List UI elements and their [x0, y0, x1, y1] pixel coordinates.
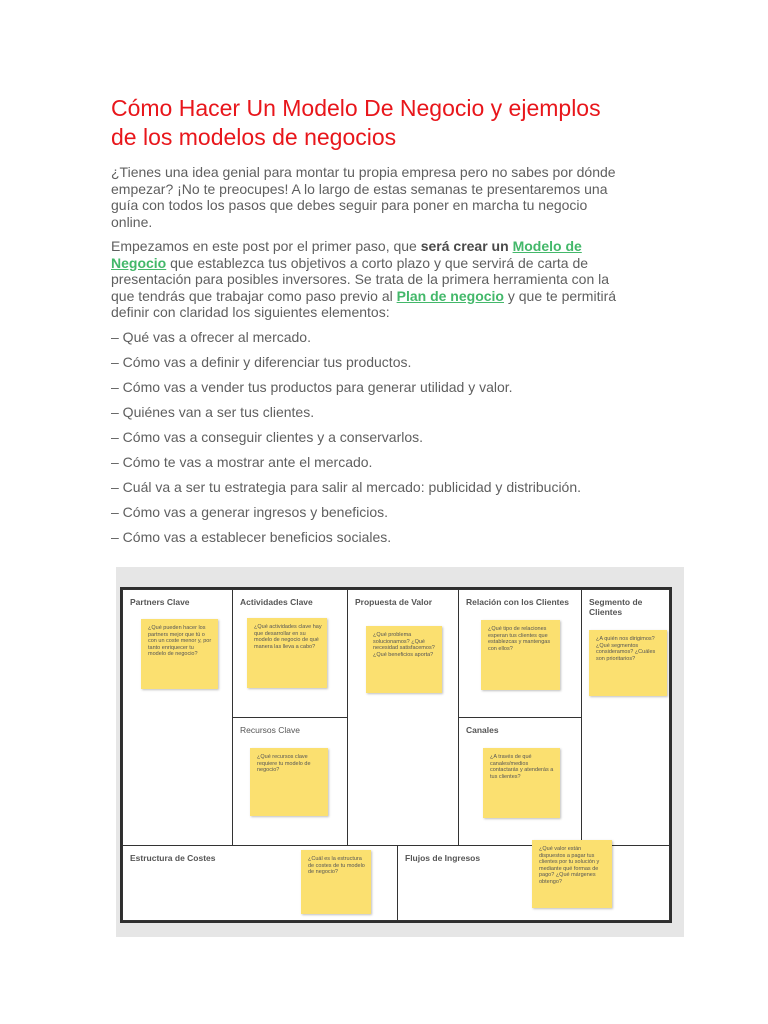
cell-channels [458, 717, 582, 846]
sticky-note-channels: ¿A través de qué canales/medios contactarás y atenderás a tus clientes? [483, 748, 560, 818]
cell-title-resources: Recursos Clave [240, 725, 300, 735]
sticky-note-partners: ¿Qué pueden hacer los partners mejor que tú o con un coste menor y, por tanto enriquecer tu modelo de negocio? [141, 619, 218, 689]
business-model-canvas-image [116, 567, 684, 937]
cell-value-proposition [347, 589, 459, 846]
page-title: Cómo Hacer Un Modelo De Negocio y ejemplos de los modelos de negocios [111, 95, 601, 150]
cell-resources [232, 717, 348, 846]
p2-text-2: que establezca tus objetivos a corto plazo y que servirá de carta de presentación para posibles inversores. Se trata de la primera herramienta con la que tendrás que trabajar como paso previo al [111, 254, 610, 304]
list-item: – Cómo vas a establecer beneficios sociales. [111, 529, 392, 546]
cell-title-relations: Relación con los Clientes [466, 597, 569, 607]
modelo-de-negocio-link[interactable]: Modelo de Negocio [111, 238, 582, 271]
cell-revenue-streams [397, 845, 670, 921]
second-paragraph [111, 238, 626, 321]
cell-customer-segments [581, 589, 670, 846]
cell-title-activities: Actividades Clave [240, 597, 313, 607]
cell-title-value: Propuesta de Valor [355, 597, 432, 607]
list-item: – Qué vas a ofrecer al mercado. [111, 328, 311, 345]
p2-bold-text: será crear un [420, 238, 509, 254]
intro-paragraph: ¿Tienes una idea genial para montar tu propia empresa pero no sabes por dónde empezar? ¡No te preocupes! A lo largo de estas semanas te presentaremos una guía con todos los pasos que debes seguir para poner en marcha tu negocio online. [111, 164, 616, 230]
sticky-note-relations: ¿Qué tipo de relaciones esperan tus clientes que establezcas y mantengas con ellos? [481, 620, 560, 690]
cell-title-segments: Segmento de Clientes [589, 597, 643, 617]
p2-text-1: Empezamos en este post por el primer paso, que [111, 238, 421, 254]
list-item: – Cómo vas a conseguir clientes y a conservarlos. [111, 428, 424, 445]
list-item: – Cómo vas a generar ingresos y beneficios. [111, 504, 389, 521]
cell-partners [122, 589, 233, 846]
cell-title-revenue: Flujos de Ingresos [405, 853, 481, 863]
cell-title-channels: Canales [466, 725, 499, 735]
sticky-note-costs: ¿Cuál es la estructura de costes de tu modelo de negocio? [301, 850, 371, 914]
cell-title-partners: Partners Clave [130, 597, 190, 607]
sticky-note-resources: ¿Qué recursos clave requiere tu modelo de negocio? [250, 748, 328, 816]
cell-customer-relations [458, 589, 582, 718]
list-item: – Cómo vas a vender tus productos para generar utilidad y valor. [111, 378, 513, 395]
list-item: – Quiénes van a ser tus clientes. [111, 403, 315, 420]
sticky-note-value: ¿Qué problema solucionamos? ¿Qué necesidad satisfacemos? ¿Qué beneficios aporta? [366, 626, 442, 693]
cell-cost-structure [122, 845, 398, 921]
p2-text-3: y que te permitirá definir con claridad los siguientes elementos: [111, 287, 617, 320]
list-item: – Cuál va a ser tu estrategia para salir al mercado: publicidad y distribución. [111, 479, 582, 496]
list-item: – Cómo vas a definir y diferenciar tus productos. [111, 353, 412, 370]
sticky-note-segments: ¿A quién nos dirigimos? ¿Qué segmentos consideramos? ¿Cuáles son prioritarios? [589, 630, 667, 696]
cell-title-costs: Estructura de Costes [130, 853, 216, 863]
list-item: – Cómo te vas a mostrar ante el mercado. [111, 453, 373, 470]
sticky-note-activities: ¿Qué actividades clave hay que desarrollar en su modelo de negocio de qué manera las lleva a cabo? [247, 618, 327, 688]
sticky-note-revenue: ¿Qué valor están dispuestos a pagar tus clientes por tu solución y mediante qué formas de pago? ¿Qué márgenes obtengo? [532, 840, 612, 908]
cell-activities [232, 589, 348, 718]
elements-list [111, 329, 626, 555]
article [111, 94, 626, 554]
plan-de-negocio-link[interactable]: Plan de negocio [396, 287, 504, 304]
canvas-grid [120, 587, 672, 923]
